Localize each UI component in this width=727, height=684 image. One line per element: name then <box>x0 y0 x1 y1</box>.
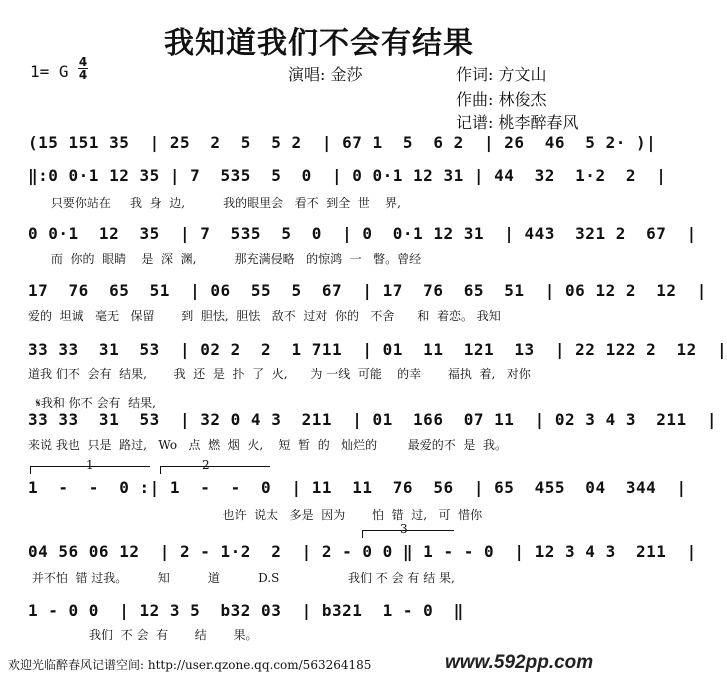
singer-credit: 演唱: 金莎 <box>288 65 363 84</box>
song-title: 我知道我们不会有结果 <box>164 26 474 61</box>
notation-row-7: 1 - - 0 :| 1 - - 0 | 11 11 76 56 | 65 455 04 344 | <box>28 478 687 497</box>
time-signature-top: 4 <box>78 55 88 69</box>
volta-3-bracket <box>362 530 454 531</box>
notation-row-2: ‖:0 0·1 12 35 | 7 535 5 0 | 0 0·1 12 31 | 44 32 1·2 2 | <box>28 166 667 185</box>
footer-text: 欢迎光临醉春风记谱空间: http://user.qzone.qq.com/563264185 <box>8 658 372 672</box>
lyric-row-6: 来说 我也 只是 路过, Wo 点 燃 烟 火, 短 暂 的 灿烂的 最爱的不 是 我。 <box>28 438 507 452</box>
notation-row-8: 04 56 06 12 | 2 - 1·2 2 | 2 - 0 0 ‖ 1 - - 0 | 12 3 4 3 211 | <box>28 542 697 561</box>
notation-row-4: 17 76 65 51 | 06 55 5 67 | 17 76 65 51 | 06 12 2 12 | <box>28 281 707 300</box>
volta-2-bracket <box>160 466 270 467</box>
notation-row-6: 33 33 31 53 | 32 0 4 3 211 | 01 166 07 11 | 02 3 4 3 211 | <box>28 410 718 429</box>
lyric-row-3: 而 你的 眼睛 是 深 渊, 那充满侵略 的惊鸿 一 瞥。曾经 <box>28 252 422 266</box>
lyric-row-5-repeat <box>28 380 156 411</box>
site-watermark: www.592pp.com <box>445 652 594 673</box>
volta-2-tick <box>160 466 161 474</box>
lyric-row-9: 我们 不 会 有 结 果。 <box>28 628 258 642</box>
notation-row-9: 1 - 0 0 | 12 3 5 b32 03 | b321 1 - 0 ‖ <box>28 601 464 620</box>
lyric-row-8: 并不怕 错 过我。 知 道 D.S 我们 不 会 有 结 果, <box>28 571 455 585</box>
lyricist-credit: 作词: 方文山 <box>456 65 547 84</box>
notation-row-3: 0 0·1 12 35 | 7 535 5 0 | 0 0·1 12 31 | 443 321 2 67 | <box>28 224 697 243</box>
volta-3-tick <box>362 530 363 538</box>
repeat-lyric: 我和 你不 会有 结果, <box>40 396 156 410</box>
time-signature <box>78 56 88 81</box>
lyric-row-2: 只要你站在 我 身 边, 我的眼里会 看不 到全 世 界, <box>28 196 401 210</box>
lyric-row-4: 爱的 坦诚 毫无 保留 到 胆怯, 胆怯 敌不 过对 你的 不舍 和 着恋。 我知 <box>28 309 501 323</box>
lyric-row-7: 也许 说太 多是 因为 怕 错 过, 可 惜你 <box>28 508 483 522</box>
volta-1-tick <box>30 466 31 474</box>
segno-sign: 𝄋 <box>35 396 41 410</box>
volta-3-label: 3 <box>400 522 408 536</box>
time-signature-bottom: 4 <box>78 68 88 82</box>
volta-2-label: 2 <box>202 458 210 472</box>
volta-1-label: 1 <box>86 458 94 472</box>
notation-row-5: 33 33 31 53 | 02 2 2 1 711 | 01 11 121 13 | 22 122 2 12 | <box>28 340 727 359</box>
lyric-row-5: 道我 们不 会有 结果, 我 还 是 扑 了 火, 为 一线 可能 的幸 福执 着, 对你 <box>28 367 531 381</box>
composer-credit: 作曲: 林俊杰 <box>456 90 547 109</box>
transcriber-credit: 记谱: 桃李醉春风 <box>456 113 579 132</box>
notation-row-1: (15 151 35 | 25 2 5 5 2 | 67 1 5 6 2 | 26 46 5 2· )| <box>28 133 657 152</box>
key-signature: 1= G <box>30 62 69 81</box>
